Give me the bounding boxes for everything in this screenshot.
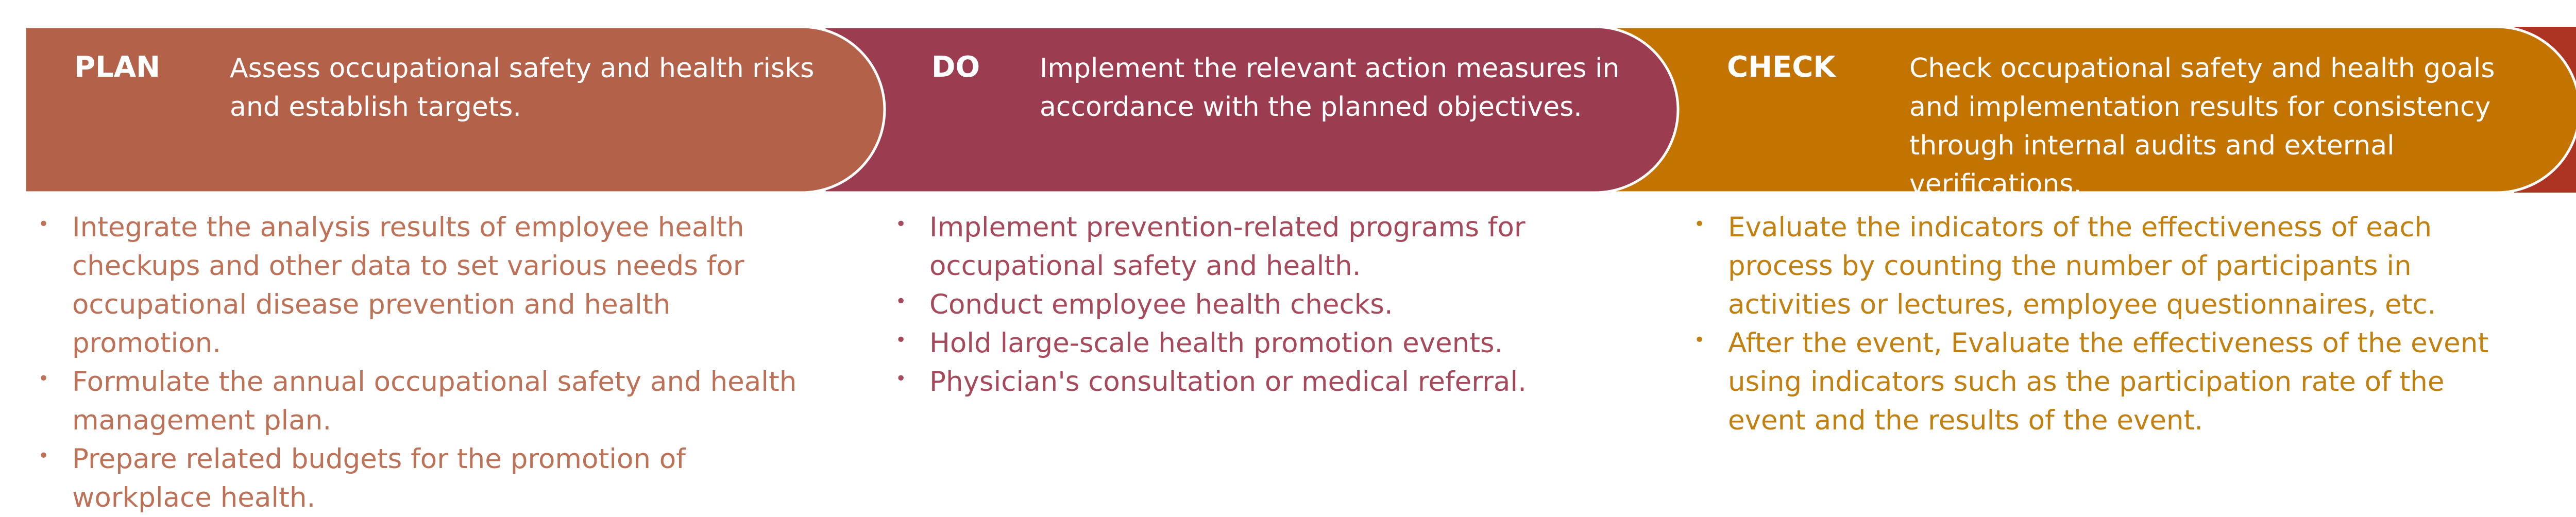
- check-title: CHECK: [1727, 50, 1836, 84]
- plan-item: • Prepare related budgets for the promotion of workplace health.: [23, 440, 826, 517]
- check-description: Check occupational safety and health goals and implementation results for consistency through internal audits and external verifications.: [1909, 53, 2495, 200]
- plan-item-list: [23, 208, 826, 517]
- plan-item: • Integrate the analysis results of employee health checkups and other data to set various needs for occupational disease prevention and health promotion.: [23, 208, 826, 363]
- check-item-list: [1679, 208, 2503, 440]
- do-title: DO: [931, 50, 980, 84]
- plan-title: PLAN: [74, 50, 160, 84]
- check-item: • Evaluate the indicators of the effectiveness of each process by counting the number of participants in activities or lectures, employee questionnaires, etc.: [1679, 208, 2503, 324]
- do-item: • Conduct employee health checks.: [880, 285, 1632, 324]
- do-item: • Implement prevention-related programs for occupational safety and health.: [880, 208, 1632, 285]
- do-description: Implement the relevant action measures in accordance with the planned objectives.: [1040, 53, 1620, 123]
- do-item: • Physician's consultation or medical referral.: [880, 363, 1632, 401]
- plan-item: • Formulate the annual occupational safety and health management plan.: [23, 363, 826, 440]
- do-item: • Hold large-scale health promotion events.: [880, 324, 1632, 363]
- check-item: • After the event, Evaluate the effectiveness of the event using indicators such as the participation rate of the event and the results of the event.: [1679, 324, 2503, 440]
- plan-description: Assess occupational safety and health risks and establish targets.: [230, 53, 815, 123]
- do-item-list: [880, 208, 1632, 401]
